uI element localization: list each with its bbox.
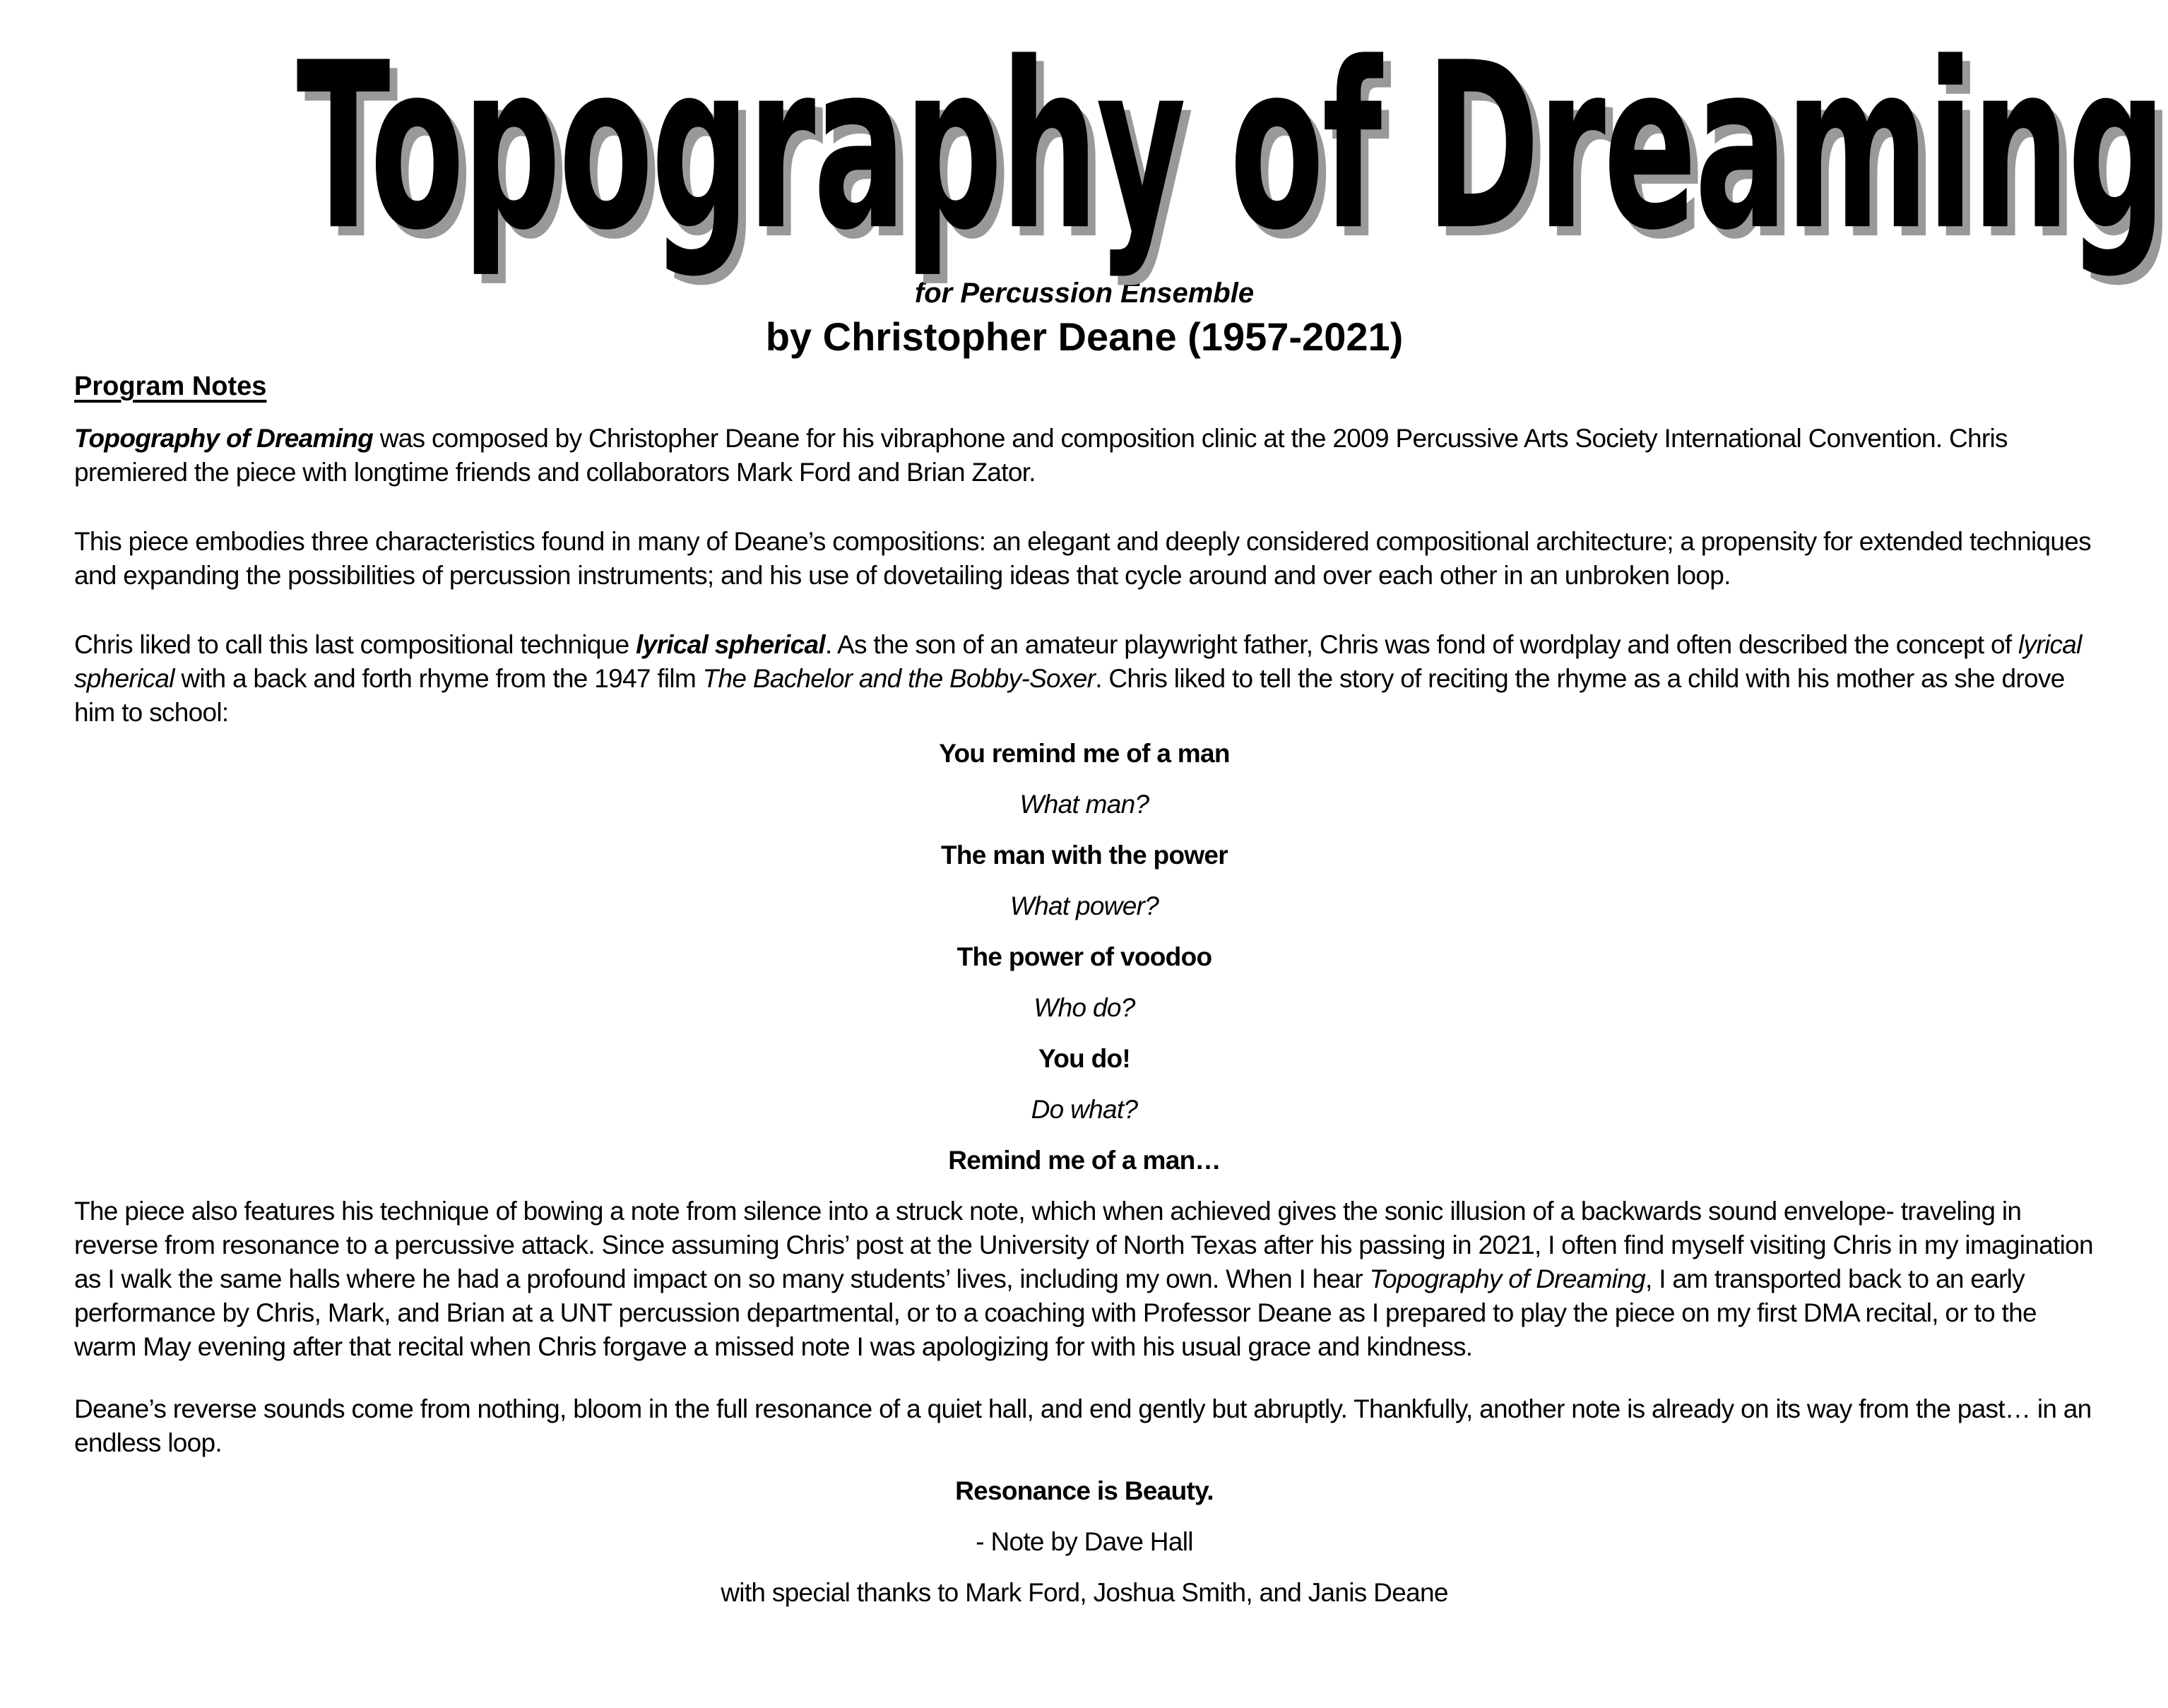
- text-run: , I am transported back to an early performance by Chris, Mark, and Brian at a UNT percussion departmental, or to a coaching with Professor Deane as I prepared to play the piece on my first DMA recital, or to the warm May evening after that recital when Chris forgave a missed note I was apologizing for with his usual grace and kindness.: [74, 1264, 2037, 1361]
- closing-line: Resonance is Beauty.: [955, 1476, 1214, 1505]
- subtitle-ensemble: for Percussion Ensemble: [914, 278, 1255, 309]
- text-run: The Bachelor and the Bobby-Soxer: [702, 664, 1096, 693]
- rhyme-line: The man with the power: [940, 841, 1228, 870]
- text-run: This piece embodies three characteristics found in many of Deane’s compositions: an elegant and deeply considered compositional architecture; a propensity for extended techniques and expanding the possibilities of percussion instruments; and his use of dovetailing ideas that cycle around and over each other in an unbroken loop.: [74, 527, 2091, 590]
- text-run: with a back and forth rhyme from the 1947 film: [174, 664, 703, 693]
- closing-line: with special thanks to Mark Ford, Joshua Smith, and Janis Deane: [721, 1578, 1448, 1607]
- closing-line: - Note by Dave Hall: [976, 1527, 1193, 1556]
- text-run: Chris liked to call this last compositional technique: [74, 630, 636, 659]
- rhyme-line: You do!: [1038, 1044, 1131, 1073]
- text-run: Deane’s reverse sounds come from nothing, bloom in the full resonance of a quiet hall, and end gently but abruptly. Thankfully, another note is already on its way from the past… in an endless loop.: [74, 1394, 2092, 1457]
- text-run: lyrical spherical: [636, 630, 825, 659]
- text-run: Topography of Dreaming: [1369, 1264, 1646, 1293]
- paragraph-reverse-technique: [74, 1194, 2095, 1364]
- text-run: lyrical spherical: [74, 630, 2082, 693]
- document-title: Topography of Dreaming: [296, 13, 2164, 280]
- program-notes-heading: Program Notes: [74, 372, 267, 401]
- rhyme-line: You remind me of a man: [939, 739, 1230, 768]
- rhyme-line: Do what?: [1031, 1095, 1138, 1124]
- paragraph-lyrical-spherical: [74, 628, 2095, 730]
- paragraph-endless-loop: [74, 1392, 2095, 1460]
- text-run: The piece also features his technique of bowing a note from silence into a struck note, which when achieved gives the sonic illusion of a backwards sound envelope- traveling in reverse from resonance to a percussive attack. Since assuming Chris’ post at the University of North Texas after his passing in 2021, I often find myself visiting Chris in my imagination as I walk the same halls where he had a profound impact on so many students’ lives, including my own. When I hear: [74, 1197, 2093, 1293]
- paragraph-composed: [74, 422, 2095, 490]
- rhyme-line: What power?: [1009, 891, 1159, 920]
- rhyme-line: Who do?: [1033, 993, 1135, 1022]
- paragraph-characteristics: [74, 525, 2095, 593]
- rhyme-block: [74, 737, 2095, 1178]
- text-run: Topography of Dreaming: [74, 424, 374, 453]
- rhyme-line: The power of voodoo: [956, 942, 1212, 971]
- text-run: . Chris liked to tell the story of reciting the rhyme as a child with his mother as she drove him to school:: [74, 664, 2065, 727]
- closing-block: [74, 1474, 2095, 1610]
- text-run: . As the son of an amateur playwright father, Chris was fond of wordplay and often described the concept of: [824, 630, 2019, 659]
- text-run: was composed by Christopher Deane for his vibraphone and composition clinic at the 2009 Percussive Arts Society International Convention. Chris premiered the piece with longtime friends and collaborators Mark Ford and Brian Zator.: [74, 424, 2008, 487]
- rhyme-line: Remind me of a man…: [948, 1146, 1221, 1175]
- document-page: [0, 13, 2168, 1708]
- rhyme-line: What man?: [1019, 790, 1149, 819]
- subtitle-author: by Christopher Deane (1957-2021): [765, 314, 1404, 359]
